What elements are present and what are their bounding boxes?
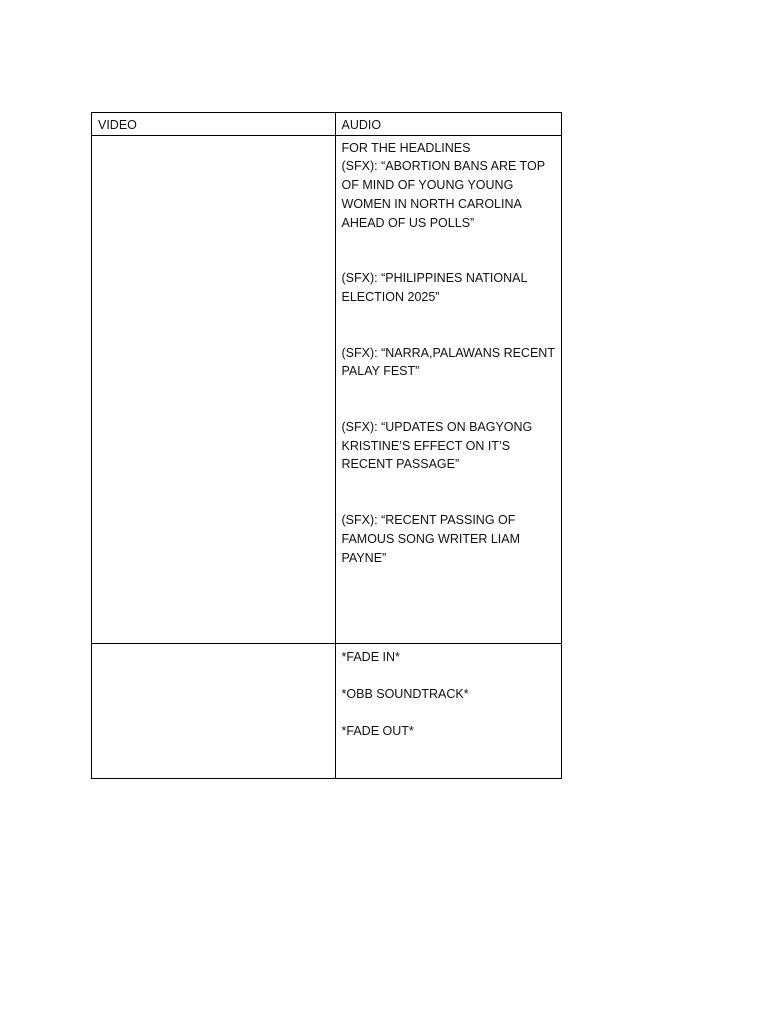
table-header-row (92, 113, 562, 136)
video-cell (92, 643, 336, 778)
audio-cue: *OBB SOUNDTRACK* (341, 687, 469, 702)
video-cell (92, 135, 336, 643)
sfx-line: (SFX): “NARRA,PALAWANS RECENT PALAY FEST” (341, 345, 555, 379)
audio-header: AUDIO (341, 118, 382, 132)
audio-cell (335, 643, 561, 778)
video-header: VIDEO (98, 118, 137, 132)
video-header-cell (92, 113, 336, 136)
video-cell-text (92, 644, 335, 647)
audio-cell-content (336, 644, 561, 741)
sfx-line: (SFX): “RECENT PASSING OF FAMOUS SONG WRITER LIAM PAYNE” (341, 513, 521, 565)
table-row (92, 135, 562, 643)
script-table (91, 112, 562, 779)
sfx-line: (SFX): “UPDATES ON BAGYONG KRISTINE’S EFFECT ON IT’S RECENT PASSAGE” (341, 420, 533, 472)
sfx-line: (SFX): “PHILIPPINES NATIONAL ELECTION 2025” (341, 271, 527, 304)
video-cell-text (92, 136, 335, 139)
audio-intro: FOR THE HEADLINES (341, 140, 471, 155)
table-row (92, 643, 562, 778)
audio-cue: *FADE OUT* (341, 724, 414, 739)
audio-header-cell (335, 113, 561, 136)
sfx-line: (SFX): “ABORTION BANS ARE TOP OF MIND OF YOUNG YOUNG WOMEN IN NORTH CAROLINA AHEAD OF US POLLS” (341, 159, 545, 230)
audio-cell (335, 135, 561, 643)
audio-cue: *FADE IN* (341, 649, 400, 664)
audio-cell-content (336, 136, 561, 568)
